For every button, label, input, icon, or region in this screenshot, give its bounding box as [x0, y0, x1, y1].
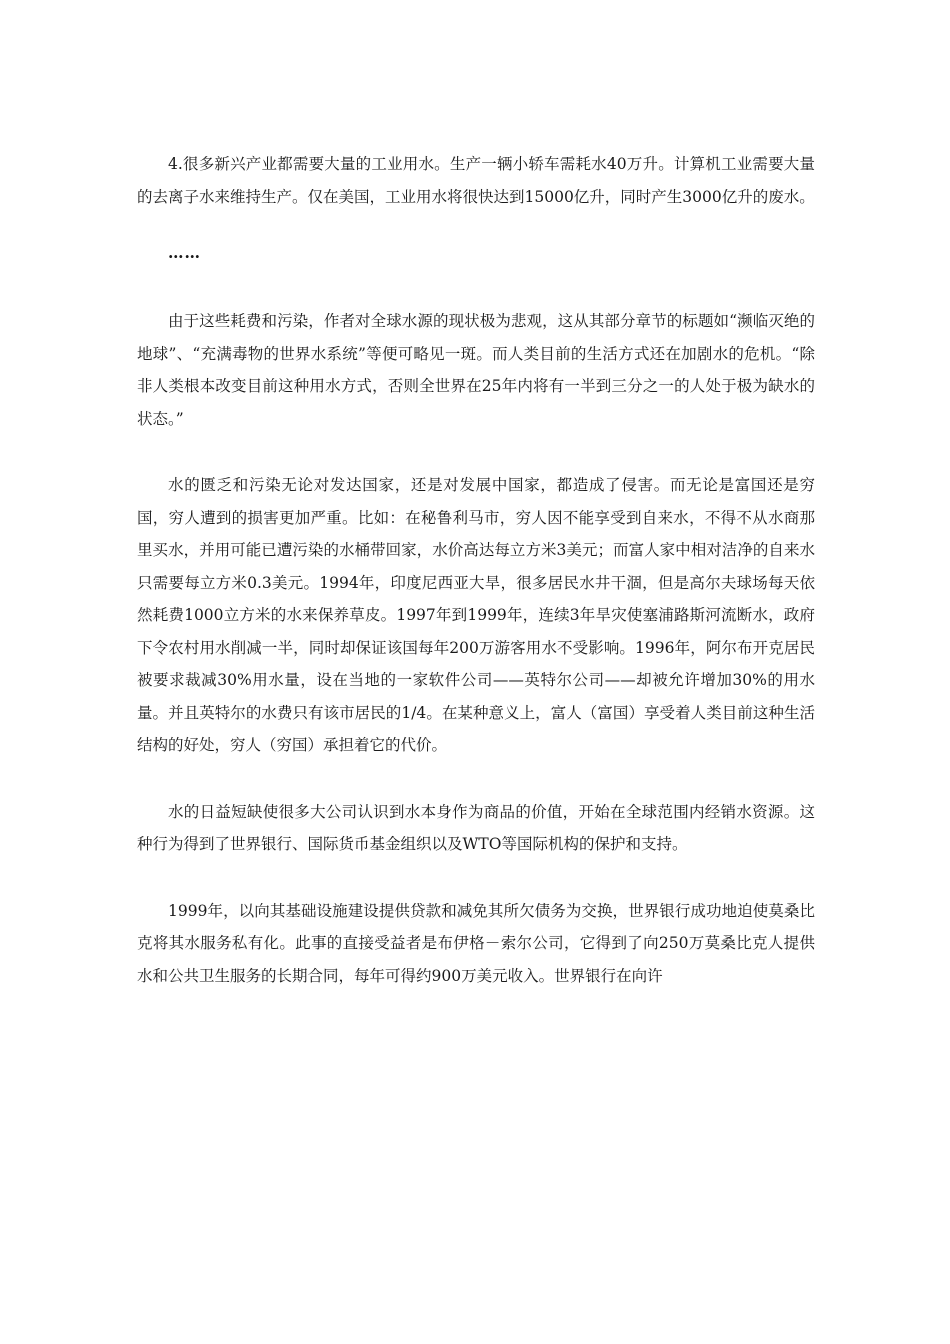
ellipsis-separator: …… — [168, 243, 201, 262]
paragraph-pessimism: 由于这些耗费和污染，作者对全球水源的现状极为悲观，这从其部分章节的标题如“濒临灭绝的地球”、“充满毒物的世界水系统”等便可略见一斑。而人类目前的生活方式还在加剧水的危机。“除非人类根本改变目前这种用水方式，否则全世界在25年内将有一半到三分之一的人处于极为缺水的状态。” — [137, 312, 815, 428]
paragraph-world-bank: 1999年，以向其基础设施建设提供贷款和减免其所欠债务为交换，世界银行成功地迫使莫桑比克将其水服务私有化。此事的直接受益者是布伊格－索尔公司，它得到了向250万莫桑比克人提供水和公共卫生服务的长期合同，每年可得约900万美元收入。世界银行在向许 — [137, 901, 815, 985]
paragraph-rich-poor: 水的匮乏和污染无论对发达国家，还是对发展中国家，都造成了侵害。而无论是富国还是穷国，穷人遭到的损害更加严重。比如：在秘鲁利马市，穷人因不能享受到自来水，不得不从水商那里买水，并用可能已遭污染的水桶带回家，水价高达每立方米3美元；而富人家中相对洁净的自来水只需要每立方米0.3美元。1994年，印度尼西亚大旱，很多居民水井干涸，但是高尔夫球场每天依然耗费1000立方米的水来保养草皮。1997年到1999年，连续3年旱灾使塞浦路斯河流断水，政府下令农村用水削减一半，同时却保证该国每年200万游客用水不受影响。1996年，阿尔布开克居民被要求裁减30%用水量，设在当地的一家软件公司——英特尔公司——却被允许增加30%的用水量。并且英特尔的水费只有该市居民的1/4。在某种意义上，富人（富国）享受着人类目前这种生活结构的好处，穷人（穷国）承担着它的代价。 — [137, 476, 815, 754]
document-page — [137, 148, 815, 992]
paragraph-water-commodity: 水的日益短缺使很多大公司认识到水本身作为商品的价值，开始在全球范围内经销水资源。这种行为得到了世界银行、国际货币基金组织以及WTO等国际机构的保护和支持。 — [137, 802, 815, 853]
paragraph-industrial-water: 4.很多新兴产业都需要大量的工业用水。生产一辆小轿车需耗水40万升。计算机工业需要大量的去离子水来维持生产。仅在美国，工业用水将很快达到15000亿升，同时产生3000亿升的废水。 — [137, 155, 815, 206]
